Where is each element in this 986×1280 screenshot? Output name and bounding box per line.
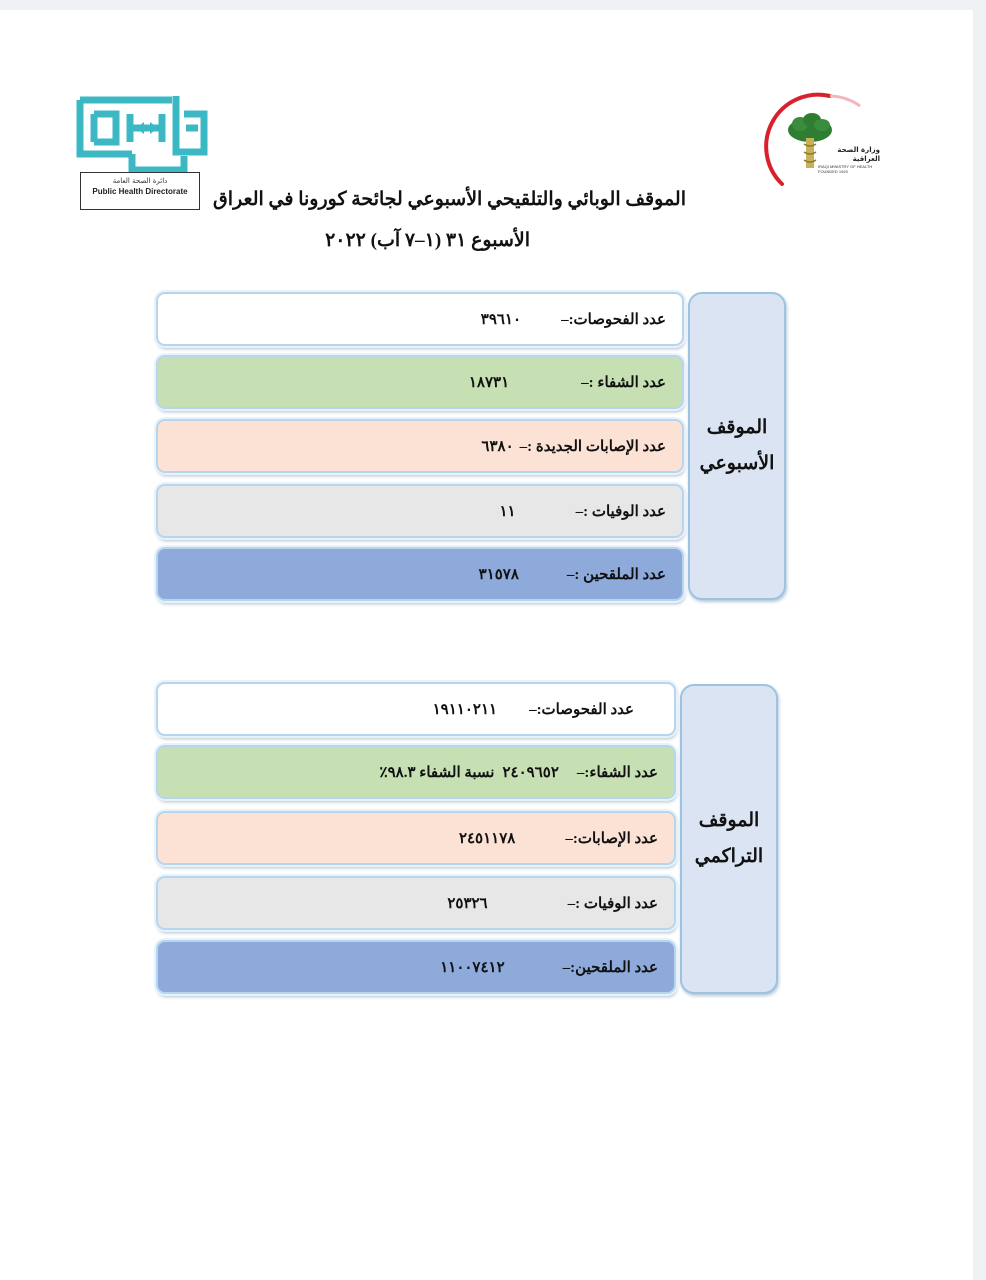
page-subtitle: الأسبوع ٣١ (١–٧ آب) ٢٠٢٢: [325, 230, 530, 251]
weekly-new-cases-value: ٦٣٨٠: [481, 438, 514, 455]
cumulative-tests-value: ١٩١١٠٢١١: [432, 701, 498, 718]
phd-caption-english: Public Health Directorate: [92, 187, 188, 196]
cumulative-cases-label: عدد الإصابات:–: [565, 830, 658, 847]
cumulative-vaccinated-row: [156, 940, 676, 994]
weekly-recovered-row: [156, 355, 684, 409]
weekly-deaths-value: ١١: [499, 503, 516, 520]
ministry-logo-icon: [760, 92, 890, 197]
weekly-label-line2: الأسبوعي: [699, 453, 775, 474]
weekly-vaccinated-row: [156, 547, 684, 601]
phd-caption-arabic: دائرة الصحة العامة: [112, 177, 168, 185]
weekly-vaccinated-value: ٣١٥٧٨: [478, 566, 519, 583]
phd-logo-caption: [80, 172, 200, 210]
weekly-recovered-value: ١٨٧٣١: [468, 374, 510, 391]
cumulative-vaccinated-value: ١١٠٠٧٤١٢: [440, 959, 505, 976]
weekly-tests-value: ٣٩٦١٠: [480, 311, 522, 328]
cumulative-deaths-label: عدد الوفيات :–: [567, 895, 658, 912]
page-title: الموقف الوبائي والتلقيحي الأسبوعي لجائحة كورونا في العراق: [213, 189, 686, 210]
weekly-vaccinated-label: عدد الملقحين :–: [566, 566, 666, 583]
cumulative-recovered-label: عدد الشفاء:–: [576, 764, 658, 781]
cumulative-tests-row: [156, 682, 676, 736]
weekly-section-label: [688, 292, 786, 600]
cumulative-cases-value: ٢٤٥١١٧٨: [458, 830, 516, 847]
cumulative-recovered-row: [156, 745, 676, 799]
cumulative-label-line1: الموقف: [698, 810, 760, 831]
weekly-deaths-row: [156, 484, 684, 538]
weekly-new-cases-label: عدد الإصابات الجديدة :–: [519, 438, 666, 455]
cumulative-deaths-row: [156, 876, 676, 930]
cumulative-recovered-value: ٢٤٠٩٦٥٢: [502, 764, 559, 781]
cumulative-recovery-rate: نسبة الشفاء ٩٨.٣٪: [379, 764, 495, 781]
ministry-founded: FOUNDED 1920: [818, 169, 848, 174]
cumulative-cases-row: [156, 811, 676, 865]
cumulative-section-label: [680, 684, 778, 994]
weekly-deaths-label: عدد الوفيات :–: [575, 503, 666, 520]
cumulative-vaccinated-label: عدد الملقحين:–: [562, 959, 658, 976]
cumulative-label-line2: التراكمي: [694, 846, 764, 867]
ministry-name-arabic: وزارة الصحة العراقية: [837, 146, 880, 163]
ministry-name-english: IRAQI MINISTRY OF HEALTH: [818, 164, 873, 169]
weekly-tests-label: عدد الفحوصات:–: [561, 311, 666, 328]
ministry-logo-text: [818, 146, 880, 174]
weekly-new-cases-row: [156, 419, 684, 473]
scrollbar-track[interactable]: [973, 0, 986, 1280]
cumulative-tests-label: عدد الفحوصات:–: [529, 701, 634, 718]
weekly-label-line1: الموقف: [706, 417, 768, 438]
cumulative-deaths-value: ٢٥٣٢٦: [447, 895, 488, 912]
weekly-recovered-label: عدد الشفاء :–: [581, 374, 666, 391]
weekly-tests-row: [156, 292, 684, 346]
